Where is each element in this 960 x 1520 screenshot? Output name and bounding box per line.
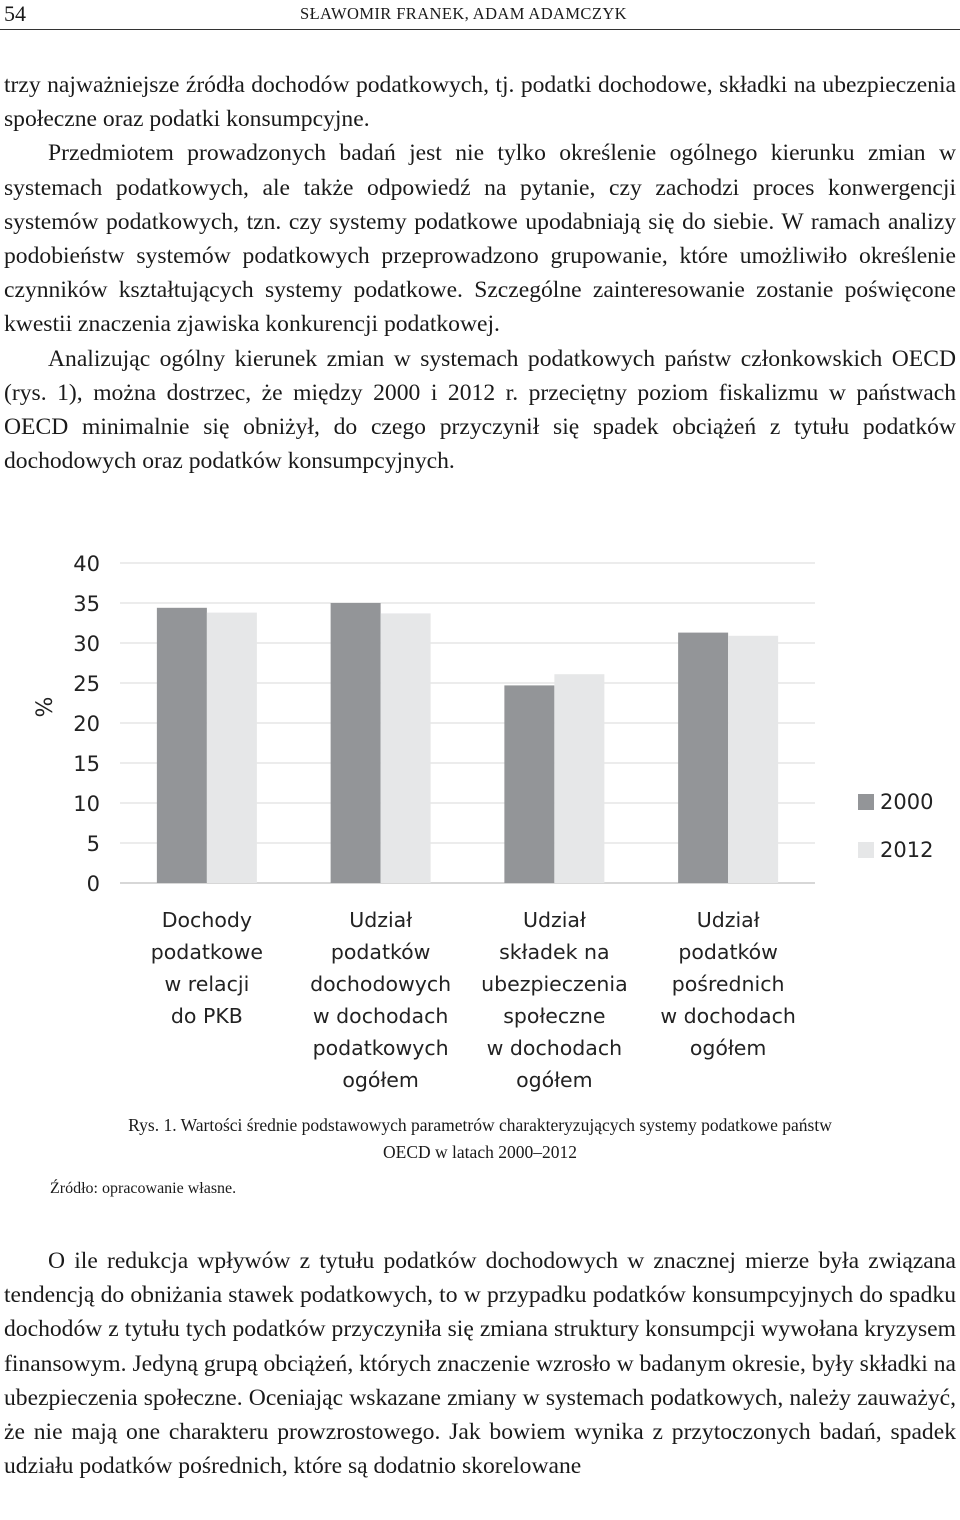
x-category-label: podatkowe <box>150 940 263 964</box>
paragraph: Przedmiotem prowadzonych badań jest nie tylko określenie ogólnego kierunku zmian w systemach podatkowych, ale także odpowiedź na pytanie, czy zachodzi proces konwergencji systemów podatkowych, tzn. czy systemy podatkowe upodabniają się do siebie. W ramach analizy podobieństw systemów podatkowych przeprowadzono grupowanie, które umożliwiło określenie czynników kształtujących systemy podatkowe. Szczególne zainteresowanie zostanie poświęcone kwestii znaczenia zjawiska konkurencji podatkowej. <box>4 140 956 338</box>
bar-2000 <box>331 603 381 883</box>
x-category-label: Udział <box>696 908 760 932</box>
y-tick-label: 20 <box>73 712 100 736</box>
x-category-label: do PKB <box>170 1004 243 1028</box>
bar-2012 <box>381 613 431 883</box>
paragraph: trzy najważniejsze źródła dochodów podatkowych, tj. podatki dochodowe, składki na ubezpieczenia społeczne oraz podatki konsumpcyjne. <box>4 72 956 133</box>
y-tick-label: 40 <box>73 552 100 576</box>
bar-2000 <box>504 685 554 883</box>
x-category-label: ogółem <box>689 1036 767 1060</box>
bar-2012 <box>554 674 604 883</box>
legend-label: 2012 <box>880 838 934 862</box>
y-tick-label: 15 <box>73 752 100 776</box>
legend-swatch <box>858 842 874 858</box>
bar-2000 <box>678 633 728 883</box>
x-category-label: Dochody <box>161 908 253 932</box>
legend-label: 2000 <box>880 790 934 814</box>
bar-chart <box>0 540 960 1110</box>
y-tick-label: 5 <box>86 832 100 856</box>
body-text-top <box>4 68 956 478</box>
caption-line: Rys. 1. Wartości średnie podstawowych parametrów charakteryzujących systemy podatkowe państw <box>128 1115 832 1135</box>
x-category-label: Udział <box>349 908 413 932</box>
y-axis-label: % <box>33 696 58 718</box>
paragraph: Analizując ogólny kierunek zmian w systemach podatkowych państw członkowskich OECD (rys. 1), można dostrzec, że między 2000 i 2012 r. przeciętny poziom fiskalizmu w państwach OECD minimalnie się obniżył, do czego przyczynił się spadek obciążeń z tytułu podatków dochodowych oraz podatków konsumpcyjnych. <box>4 345 956 475</box>
x-category-label: Udział <box>522 908 586 932</box>
x-category-label: ogółem <box>516 1068 593 1092</box>
figure-caption <box>0 1112 960 1166</box>
y-tick-label: 30 <box>73 632 100 656</box>
bar-2000 <box>157 608 207 883</box>
y-tick-label: 25 <box>73 672 100 696</box>
body-text-bottom <box>4 1244 956 1483</box>
x-category-label: dochodowych <box>310 972 452 996</box>
running-header-authors: SŁAWOMIR FRANEK, ADAM ADAMCZYK <box>300 4 627 23</box>
x-category-label: w relacji <box>164 972 250 996</box>
page-number: 54 <box>4 1 26 26</box>
x-category-label: w dochodach <box>486 1036 623 1060</box>
x-category-label: społeczne <box>503 1004 606 1028</box>
x-category-label: pośrednich <box>671 972 785 996</box>
x-category-label: ubezpieczenia <box>481 972 628 996</box>
x-category-label: podatków <box>330 940 431 964</box>
y-tick-label: 10 <box>73 792 100 816</box>
header-rule <box>0 29 960 30</box>
x-category-label: w dochodach <box>660 1004 796 1028</box>
figure-chart <box>0 540 960 1110</box>
paragraph: O ile redukcja wpływów z tytułu podatków dochodowych w znacznej mierze była związana tendencją do obniżania stawek podatkowych, to w przypadku podatków konsumpcyjnych do spadku dochodów z tytułu tych podatków przyczyniła się zmiana struktury konsumpcji wywołana kryzysem finansowym. Jedyną grupą obciążeń, których znaczenie wzrosło w badanym okresie, były składki na ubezpieczenia społeczne. Oceniając wskazane zmiany w systemach podatkowych, należy zauważyć, że nie mają one charakteru prowzrostowego. Jak bowiem wynika z przytoczonych badań, spadek udziału podatków pośrednich, które są dodatnio skorelowane <box>4 1248 956 1480</box>
bar-2012 <box>728 636 778 883</box>
y-tick-label: 0 <box>86 872 100 896</box>
x-category-label: podatków <box>678 940 778 964</box>
x-category-label: składek na <box>499 940 610 964</box>
x-category-label: w dochodach <box>312 1004 449 1028</box>
figure-source: Źródło: opracowanie własne. <box>50 1180 237 1197</box>
caption-line: OECD w latach 2000–2012 <box>383 1142 577 1162</box>
running-header <box>0 0 960 30</box>
legend-swatch <box>858 794 874 810</box>
bar-2012 <box>207 613 257 883</box>
x-category-label: ogółem <box>342 1068 419 1092</box>
x-category-label: podatkowych <box>312 1036 449 1060</box>
y-tick-label: 35 <box>73 592 100 616</box>
